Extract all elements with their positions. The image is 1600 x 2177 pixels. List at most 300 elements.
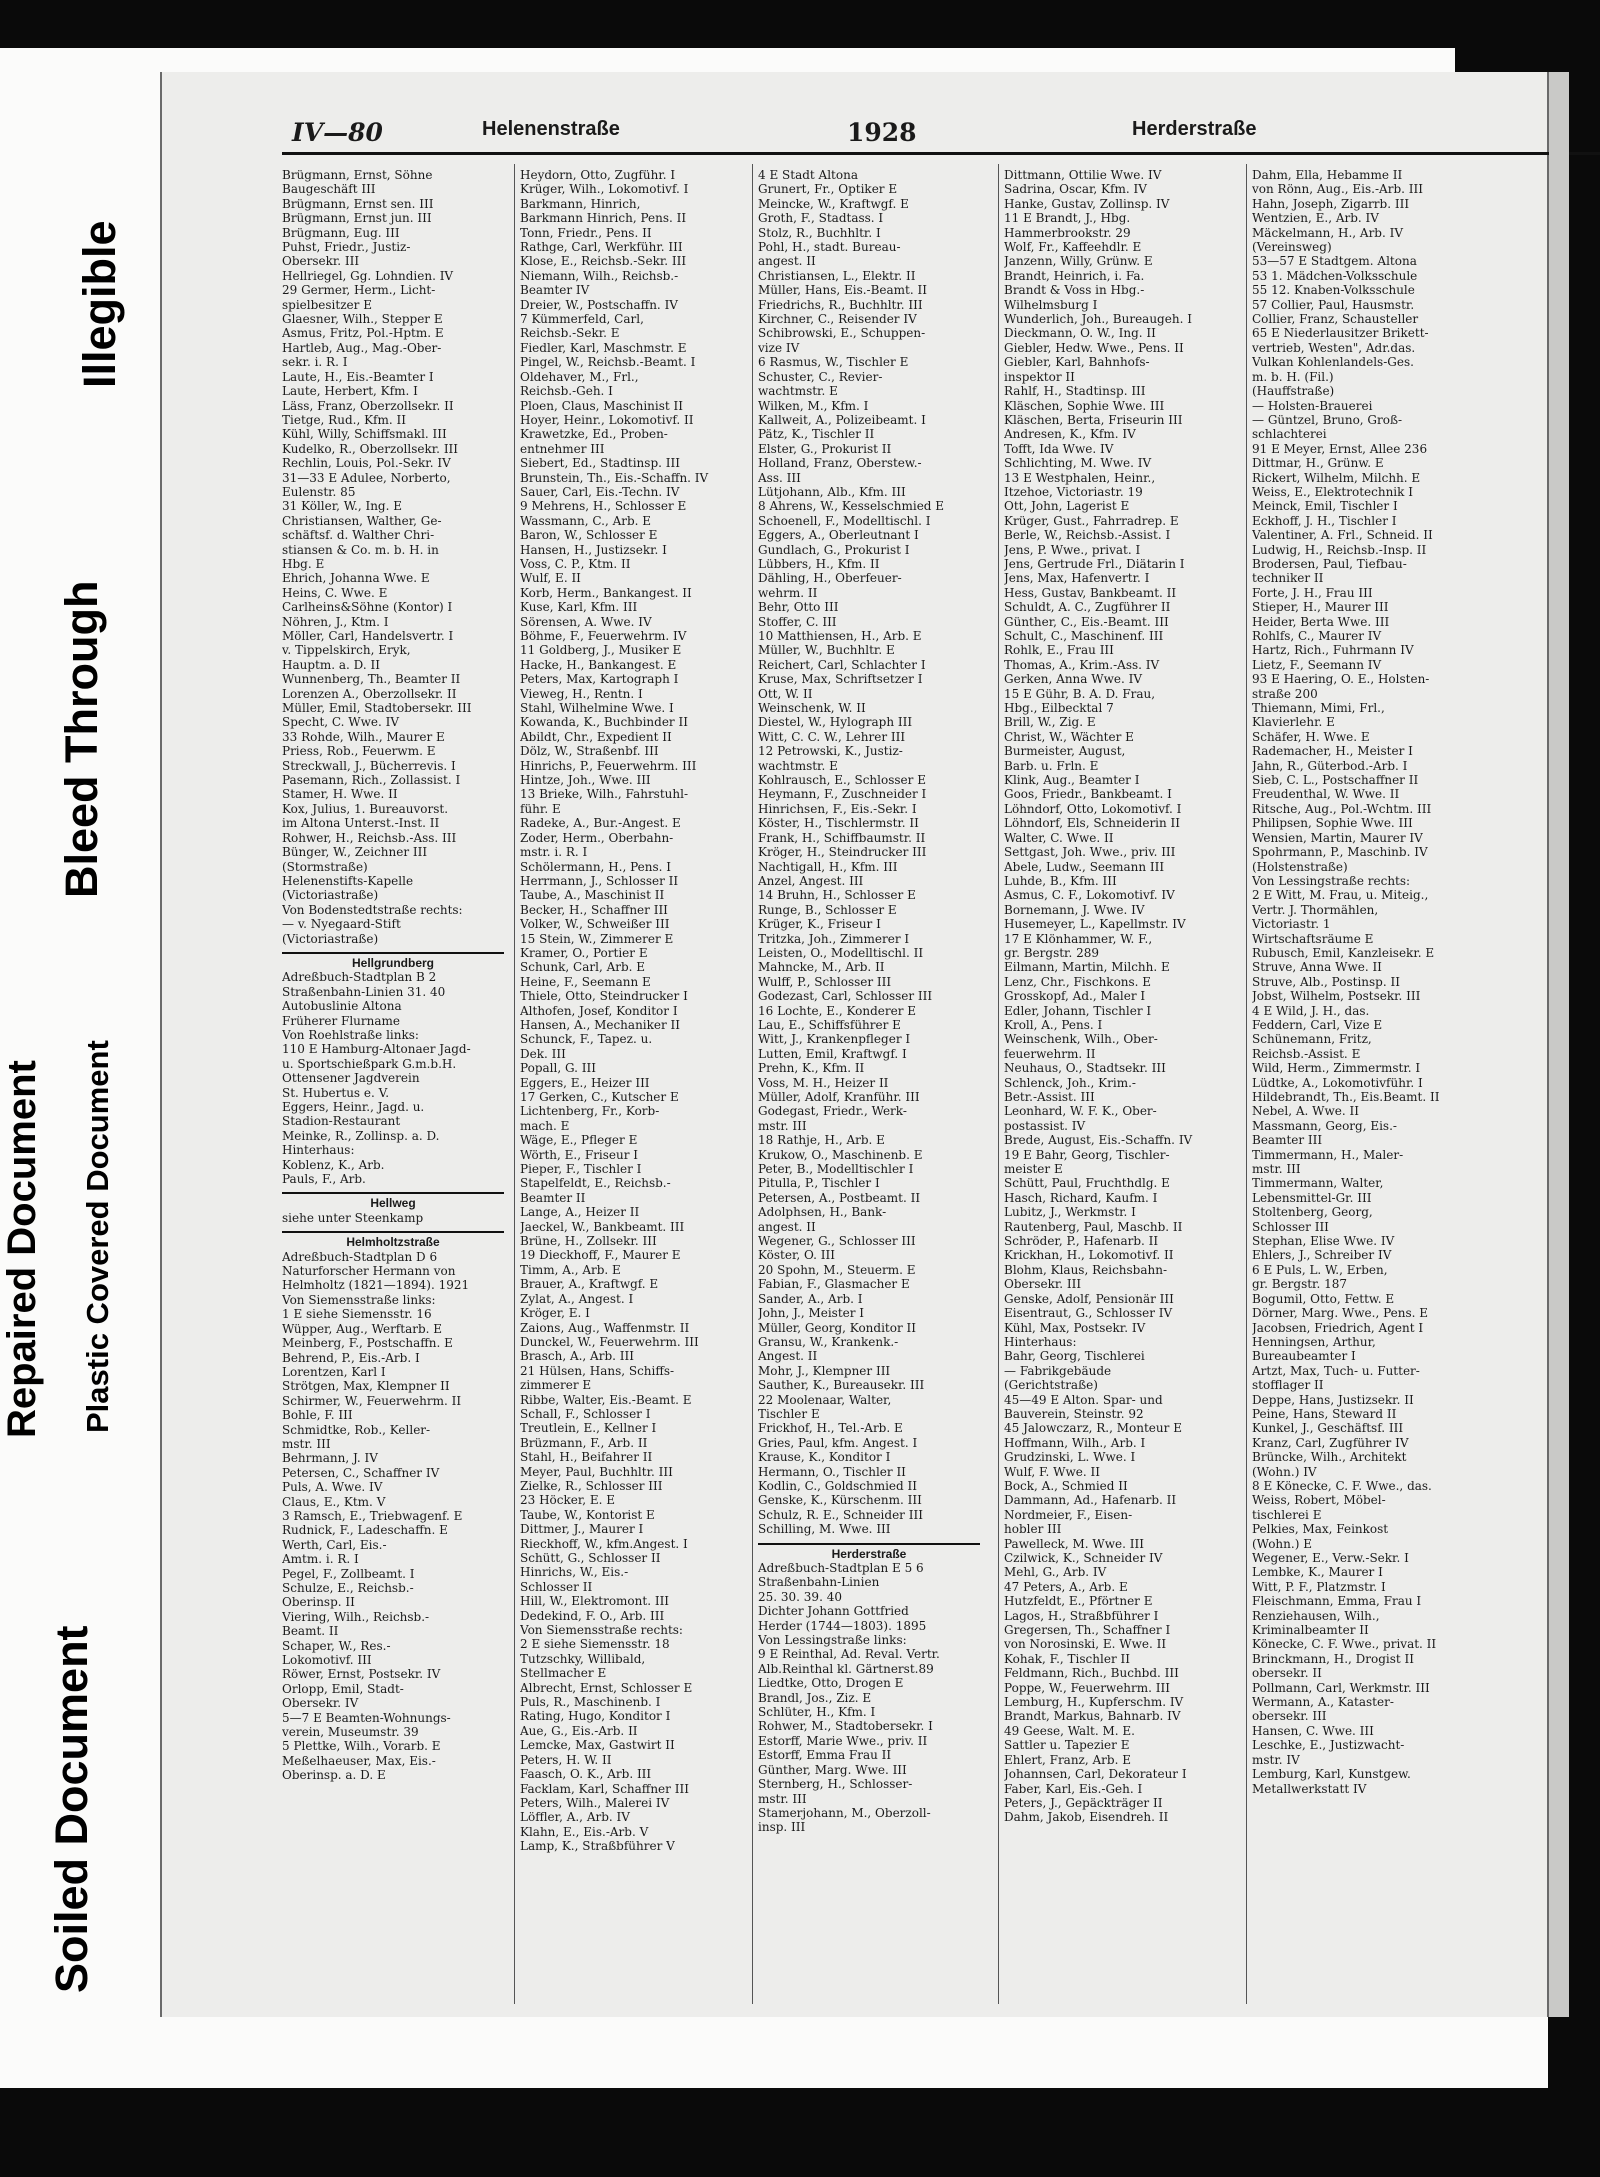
directory-entry: Gregersen, Th., Schaffner I bbox=[1004, 1623, 1171, 1638]
directory-entry: 93 E Haering, O. E., Holsten- bbox=[1252, 672, 1430, 687]
directory-entry: Thomas, A., Krim.-Ass. IV bbox=[1004, 657, 1160, 672]
directory-entry: Witt, J., Krankenpfleger I bbox=[758, 1032, 911, 1047]
directory-entry: Frickhof, H., Tel.-Arb. E bbox=[758, 1421, 903, 1436]
directory-entry: Müller, Adolf, Kranführ. III bbox=[758, 1090, 920, 1104]
directory-entry: Eisentraut, G., Schlosser IV bbox=[1004, 1306, 1173, 1321]
directory-entry: Pitulla, P., Tischler I bbox=[758, 1176, 880, 1191]
directory-entry: Behrmann, J. IV bbox=[282, 1451, 378, 1466]
directory-entry: Ribbe, Walter, Eis.-Beamt. E bbox=[520, 1392, 692, 1407]
directory-entry: Feldmann, Rich., Buchbd. III bbox=[1004, 1666, 1179, 1681]
directory-entry: Stolz, R., Buchhltr. I bbox=[758, 225, 881, 240]
directory-entry: Adreßbuch-Stadtplan E 5 6 bbox=[758, 1561, 924, 1575]
directory-entry: Müller, Hans, Eis.-Beamt. II bbox=[758, 283, 927, 298]
directory-entry: Krüger, K., Friseur I bbox=[758, 917, 881, 932]
directory-entry: Dahm, Ella, Hebamme II bbox=[1252, 168, 1403, 182]
directory-entry: Laute, H., Eis.-Beamter I bbox=[282, 369, 434, 384]
directory-entry: Stieper, H., Maurer III bbox=[1252, 600, 1389, 615]
directory-entry: 29 Germer, Herm., Licht- bbox=[282, 283, 436, 298]
directory-entry: Treutlein, E., Kellner I bbox=[520, 1421, 657, 1436]
directory-entry: Peters, Wilh., Malerei IV bbox=[520, 1795, 670, 1810]
directory-entry: Hartz, Rich., Fuhrmann IV bbox=[1252, 643, 1414, 658]
directory-entry: zimmerer E bbox=[520, 1378, 592, 1393]
directory-entry: Ehlert, Franz, Arb. E bbox=[1004, 1752, 1131, 1767]
directory-entry: (Vereinsweg) bbox=[1252, 240, 1332, 255]
directory-column-1 bbox=[282, 168, 504, 1783]
directory-entry: 2 E siehe Siemensstr. 18 bbox=[520, 1637, 670, 1652]
directory-entry: Barkmann, Hinrich, bbox=[520, 196, 641, 211]
directory-entry: 31 Köller, W., Ing. E bbox=[282, 499, 402, 514]
directory-entry: (Holstenstraße) bbox=[1252, 859, 1348, 874]
directory-entry: Abildt, Chr., Expedient II bbox=[520, 729, 672, 744]
directory-entry: Röwer, Ernst, Postsekr. IV bbox=[282, 1667, 441, 1682]
directory-entry: Tietge, Rud., Kfm. II bbox=[282, 412, 406, 427]
directory-entry: mstr. III bbox=[282, 1436, 331, 1451]
directory-entry: stiansen & Co. m. b. H. in bbox=[282, 542, 439, 557]
directory-entry: Lagos, H., Straßbführer I bbox=[1004, 1608, 1159, 1623]
directory-entry: Wermann, A., Kataster- bbox=[1252, 1695, 1394, 1710]
directory-entry: Brodersen, Paul, Tiefbau- bbox=[1252, 556, 1407, 571]
directory-entry: Müller, Georg, Konditor II bbox=[758, 1320, 916, 1335]
directory-entry: Krüger, Gust., Fahrradrep. E bbox=[1004, 513, 1179, 528]
directory-entry: 5—7 E Beamten-Wohnungs- bbox=[282, 1710, 451, 1725]
directory-entry: Adreßbuch-Stadtplan D 6 bbox=[282, 1249, 438, 1264]
left-street-heading: Helenenstraße bbox=[482, 118, 620, 140]
directory-entry: Prehn, K., Kfm. II bbox=[758, 1061, 865, 1076]
directory-entry: mstr. IV bbox=[1252, 1752, 1300, 1767]
directory-entry: Vulkan Kohlenlandels-Ges. bbox=[1252, 355, 1414, 370]
directory-entry: Giebler, Hedw. Wwe., Pens. II bbox=[1004, 340, 1184, 355]
directory-entry: Schulze, E., Reichsb.- bbox=[282, 1581, 414, 1595]
directory-entry: Schütt, G., Schlosser II bbox=[520, 1551, 661, 1565]
directory-entry: Hellgrundberg bbox=[282, 952, 504, 970]
directory-entry: Brandl, Jos., Ziz. E bbox=[758, 1690, 872, 1705]
directory-entry: Rademacher, H., Meister I bbox=[1252, 744, 1413, 759]
directory-entry: insp. III bbox=[758, 1820, 806, 1835]
directory-entry: spielbesitzer E bbox=[282, 297, 372, 312]
directory-entry: Kallweit, A., Polizeibeamt. I bbox=[758, 412, 926, 427]
directory-entry: Reichsb.-Geh. I bbox=[520, 384, 613, 399]
directory-entry: 3 Ramsch, E., Triebwagenf. E bbox=[282, 1508, 463, 1523]
directory-entry: Collier, Franz, Schausteller bbox=[1252, 312, 1419, 327]
directory-entry: Nöhren, J., Ktm. I bbox=[282, 614, 389, 629]
directory-entry: (Gerichtstraße) bbox=[1004, 1378, 1098, 1393]
directory-entry: 13 E Westphalen, Heinr., bbox=[1004, 470, 1156, 485]
directory-entry: Lüdtke, A., Lokomotivführ. I bbox=[1252, 1075, 1423, 1090]
directory-entry: Lau, E., Schiffsführer E bbox=[758, 1017, 901, 1032]
directory-entry: Godegast, Friedr., Werk- bbox=[758, 1104, 907, 1119]
directory-entry: Lütjohann, Alb., Kfm. III bbox=[758, 484, 906, 499]
directory-entry: angest. II bbox=[758, 254, 816, 269]
directory-entry: Peter, B., Modelltischler I bbox=[758, 1162, 914, 1177]
directory-entry: Hbg. E bbox=[282, 556, 325, 571]
directory-entry: 22 Moolenaar, Walter, bbox=[758, 1392, 892, 1407]
directory-entry: Hildebrandt, Th., Eis.Beamt. II bbox=[1252, 1090, 1440, 1104]
directory-entry: gr. Bergstr. 289 bbox=[1004, 945, 1099, 960]
directory-entry: Heider, Berta Wwe. III bbox=[1252, 614, 1390, 629]
directory-entry: Faber, Karl, Eis.-Geh. I bbox=[1004, 1781, 1143, 1796]
directory-entry: Peine, Hans, Steward II bbox=[1252, 1406, 1397, 1421]
directory-entry: Wolf, Fr., Kaffeehdlr. E bbox=[1004, 240, 1142, 255]
directory-entry: Brüzmann, F., Arb. II bbox=[520, 1435, 648, 1450]
directory-entry: Bureaubeamter I bbox=[1252, 1349, 1356, 1364]
directory-entry: 15 Stein, W., Zimmerer E bbox=[520, 931, 674, 946]
directory-entry: Kunkel, J., Geschäftsf. III bbox=[1252, 1421, 1404, 1436]
directory-entry: Klose, E., Reichsb.-Sekr. III bbox=[520, 254, 687, 269]
directory-entry: Löhndorf, Otto, Lokomotivf. I bbox=[1004, 801, 1182, 816]
directory-entry: postassist. IV bbox=[1004, 1118, 1086, 1133]
directory-entry: Pohl, H., stadt. Bureau- bbox=[758, 240, 901, 255]
directory-entry: (Wohn.) IV bbox=[1252, 1464, 1317, 1479]
directory-entry: Lembke, K., Maurer I bbox=[1252, 1565, 1383, 1580]
directory-entry: Philipsen, Sophie Wwe. III bbox=[1252, 816, 1413, 831]
directory-entry: mach. E bbox=[520, 1118, 570, 1133]
directory-entry: Peters, Max, Kartograph I bbox=[520, 672, 679, 687]
directory-entry: Strötgen, Max, Klempner II bbox=[282, 1379, 450, 1394]
directory-entry: Spohrmann, P., Maschinb. IV bbox=[1252, 845, 1428, 860]
directory-entry: Kriminalbeamter II bbox=[1252, 1623, 1369, 1638]
directory-entry: Kruse, Max, Schriftsetzer I bbox=[758, 672, 923, 687]
directory-entry: Bünger, W., Zeichner III bbox=[282, 845, 428, 860]
directory-entry: gr. Bergstr. 187 bbox=[1252, 1277, 1347, 1292]
directory-entry: Sauther, K., Bureausekr. III bbox=[758, 1378, 925, 1393]
directory-entry: 53 1. Mädchen-Volksschule bbox=[1252, 268, 1418, 283]
directory-entry: Diestel, W., Hylograph III bbox=[758, 715, 913, 730]
directory-entry: Deppe, Hans, Justizsekr. II bbox=[1252, 1392, 1414, 1407]
directory-entry: Dedekind, F. O., Arb. III bbox=[520, 1608, 665, 1623]
directory-entry: Wegener, E., Verw.-Sekr. I bbox=[1252, 1551, 1409, 1565]
directory-entry: hobler III bbox=[1004, 1522, 1062, 1537]
directory-entry: Asmus, C. F., Lokomotivf. IV bbox=[1004, 888, 1175, 903]
directory-entry: Brüncke, Wilh., Architekt bbox=[1252, 1450, 1407, 1465]
directory-entry: Dähling, H., Oberfeuer- bbox=[758, 571, 902, 586]
directory-entry: mstr. III bbox=[758, 1791, 807, 1806]
directory-entry: 19 E Bahr, Georg, Tischler- bbox=[1004, 1147, 1170, 1162]
directory-entry: Jacobsen, Friedrich, Agent I bbox=[1252, 1320, 1424, 1335]
directory-entry: Dichter Johann Gottfried bbox=[758, 1604, 909, 1619]
directory-entry: Christ, W., Wächter E bbox=[1004, 729, 1134, 744]
directory-entry: Hintze, Joh., Wwe. III bbox=[520, 773, 651, 788]
directory-entry: Bohle, F. III bbox=[282, 1408, 353, 1423]
directory-entry: Ass. III bbox=[758, 470, 801, 485]
directory-entry: Ehrich, Johanna Wwe. E bbox=[282, 571, 430, 586]
directory-entry: Mohr, J., Klempner III bbox=[758, 1363, 891, 1378]
column-divider bbox=[514, 164, 515, 2004]
directory-entry: Victoriastr. 1 bbox=[1252, 917, 1331, 932]
directory-entry: 9 Mehrens, H., Schlosser E bbox=[520, 499, 687, 514]
directory-entry: obersekr. III bbox=[1252, 1709, 1327, 1724]
right-street-heading: Herderstraße bbox=[1132, 118, 1257, 140]
directory-entry: Stahl, H., Beifahrer II bbox=[520, 1450, 653, 1465]
directory-entry: Freudenthal, W. Wwe. II bbox=[1252, 787, 1400, 802]
directory-entry: Wüpper, Aug., Werftarb. E bbox=[282, 1321, 443, 1336]
directory-entry: Ottensener Jagdverein bbox=[282, 1071, 420, 1086]
directory-entry: Gerken, Anna Wwe. IV bbox=[1004, 672, 1142, 687]
directory-entry: Tischler E bbox=[758, 1406, 820, 1421]
directory-entry: Obersekr. III bbox=[1004, 1277, 1082, 1292]
directory-entry: Sattler u. Tapezier E bbox=[1004, 1738, 1130, 1753]
directory-entry: Kranz, Carl, Zugführer IV bbox=[1252, 1435, 1409, 1450]
directory-entry: Thiemann, Mimi, Frl., bbox=[1252, 701, 1385, 716]
directory-entry: Wulf, E. II bbox=[520, 571, 581, 586]
directory-entry: Beamter III bbox=[1252, 1133, 1323, 1148]
directory-entry: Brüne, H., Zollsekr. III bbox=[520, 1234, 657, 1249]
directory-entry: Anzel, Angest. III bbox=[758, 873, 864, 888]
directory-entry: Lietz, F., Seemann IV bbox=[1252, 657, 1382, 672]
directory-entry: 4 E Stadt Altona bbox=[758, 168, 858, 182]
directory-entry: Sieb, C. L., Postschaffner II bbox=[1252, 773, 1419, 788]
directory-entry: wachtmstr. E bbox=[758, 758, 838, 773]
directory-entry: (Hauffstraße) bbox=[1252, 384, 1335, 399]
directory-entry: Aue, G., Eis.-Arb. II bbox=[520, 1723, 638, 1738]
directory-entry: Krickhan, H., Lokomotivf. II bbox=[1004, 1248, 1174, 1263]
directory-entry: Beamter II bbox=[520, 1190, 586, 1205]
directory-entry: Hermann, O., Tischler II bbox=[758, 1464, 906, 1479]
directory-entry: Groth, F., Stadtass. I bbox=[758, 211, 884, 226]
directory-entry: Hinrichsen, F., Eis.-Sekr. I bbox=[758, 801, 917, 816]
directory-entry: Tritzka, Joh., Zimmerer I bbox=[758, 931, 910, 946]
directory-entry: Schmidtke, Rob., Keller- bbox=[282, 1422, 431, 1437]
directory-entry: Läss, Franz, Oberzollsekr. II bbox=[282, 398, 454, 413]
directory-entry: Fabian, F., Glasmacher E bbox=[758, 1277, 910, 1292]
directory-column-3 bbox=[758, 168, 980, 1835]
directory-entry: Bauverein, Steinstr. 92 bbox=[1004, 1406, 1144, 1421]
directory-entry: straße 200 bbox=[1252, 686, 1318, 701]
directory-entry: Stellmacher E bbox=[520, 1666, 607, 1681]
directory-entry: Bornemann, J. Wwe. IV bbox=[1004, 902, 1145, 917]
directory-entry: Zaions, Aug., Waffenmstr. II bbox=[520, 1320, 690, 1335]
directory-entry: Berle, W., Reichsb.-Assist. I bbox=[1004, 528, 1171, 543]
directory-entry: entnehmer III bbox=[520, 441, 605, 456]
directory-column-4 bbox=[1004, 168, 1226, 1825]
directory-entry: Estorff, Marie Wwe., priv. II bbox=[758, 1733, 928, 1748]
directory-entry: schäftsf. d. Walther Chri- bbox=[282, 528, 435, 543]
directory-entry: Poppe, W., Feuerwehrm. III bbox=[1004, 1680, 1170, 1695]
directory-entry: Schütt, Paul, Fruchthdlg. E bbox=[1004, 1176, 1170, 1191]
scan-border-bottom bbox=[0, 2088, 1600, 2177]
directory-entry: Christiansen, L., Elektr. II bbox=[758, 268, 916, 283]
directory-entry: Helmholtzstraße bbox=[282, 1231, 504, 1249]
directory-entry: 21 Hülsen, Hans, Schiffs- bbox=[520, 1363, 675, 1378]
directory-entry: 11 E Brandt, J., Hbg. bbox=[1004, 211, 1131, 226]
tag-plastic-covered-document: Plastic Covered Document bbox=[80, 1040, 115, 1433]
directory-entry: Meyer, Paul, Buchhltr. III bbox=[520, 1464, 673, 1479]
directory-entry: Thiele, Otto, Steindrucker I bbox=[520, 989, 688, 1004]
directory-entry: Brauer, A., Kraftwgf. E bbox=[520, 1277, 659, 1292]
directory-entry: Friedrichs, R., Buchhltr. III bbox=[758, 297, 923, 312]
directory-entry: Christiansen, Walther, Ge- bbox=[282, 513, 442, 528]
directory-entry: Helmholtz (1821—1894). 1921 bbox=[282, 1278, 470, 1293]
directory-entry: vize IV bbox=[758, 340, 800, 355]
directory-entry: Amtm. i. R. I bbox=[282, 1552, 359, 1567]
directory-entry: 6 E Puls, L. W., Erben, bbox=[1252, 1262, 1388, 1277]
directory-entry: Burmeister, August, bbox=[1004, 744, 1126, 759]
directory-entry: Struve, Anna Wwe. II bbox=[1252, 960, 1382, 975]
directory-entry: Schünemann, Fritz, bbox=[1252, 1032, 1372, 1047]
directory-entry: Rechlin, Louis, Pol.-Sekr. IV bbox=[282, 456, 451, 471]
directory-entry: Ott, W. II bbox=[758, 686, 813, 701]
directory-entry: Leisten, O., Modelltischl. II bbox=[758, 945, 924, 960]
directory-column-2 bbox=[520, 168, 742, 1854]
directory-entry: Taube, W., Kontorist E bbox=[520, 1507, 655, 1522]
directory-entry: Ludwig, H., Reichsb.-Insp. II bbox=[1252, 542, 1427, 557]
directory-entry: m. b. H. (Fil.) bbox=[1252, 369, 1334, 384]
directory-entry: von Rönn, Aug., Eis.-Arb. III bbox=[1252, 182, 1423, 197]
directory-entry: Massmann, Georg, Eis.- bbox=[1252, 1118, 1397, 1133]
directory-entry: (Stormstraße) bbox=[282, 859, 368, 874]
directory-entry: 45 Jalowczarz, R., Monteur E bbox=[1004, 1421, 1182, 1436]
directory-entry: siehe unter Steenkamp bbox=[282, 1210, 424, 1225]
directory-entry: Schlichting, M. Wwe. IV bbox=[1004, 456, 1152, 471]
directory-entry: Dreier, W., Postschaffn. IV bbox=[520, 297, 678, 312]
directory-entry: Dek. III bbox=[520, 1046, 566, 1061]
tag-soiled-document: Soiled Document bbox=[46, 1625, 97, 1993]
directory-column-5 bbox=[1252, 168, 1474, 1796]
directory-entry: Könecke, C. F. Wwe., privat. II bbox=[1252, 1637, 1437, 1652]
directory-entry: 110 E Hamburg-Altonaer Jagd- bbox=[282, 1042, 471, 1057]
directory-entry: Kudelko, R., Oberzollsekr. III bbox=[282, 441, 459, 456]
directory-entry: Kläschen, Berta, Friseurin III bbox=[1004, 412, 1183, 427]
directory-entry: 5 Plettke, Wilh., Vorarb. E bbox=[282, 1739, 441, 1754]
directory-entry: 17 E Klönhammer, W. F., bbox=[1004, 931, 1153, 946]
directory-entry: Meinberg, F., Postschaffn. E bbox=[282, 1336, 453, 1351]
directory-entry: Naturforscher Hermann von bbox=[282, 1264, 456, 1279]
directory-entry: St. Hubertus e. V. bbox=[282, 1085, 390, 1100]
directory-entry: Rathge, Carl, Werkführ. III bbox=[520, 240, 683, 255]
directory-entry: angest. II bbox=[758, 1219, 816, 1234]
directory-entry: Sternberg, H., Schlosser- bbox=[758, 1777, 913, 1792]
directory-entry: Dieckmann, O. W., Ing. II bbox=[1004, 326, 1156, 341]
directory-entry: Krukow, O., Maschinenb. E bbox=[758, 1147, 923, 1162]
directory-entry: mstr. III bbox=[1252, 1162, 1301, 1177]
directory-entry: Weiss, Robert, Möbel- bbox=[1252, 1493, 1386, 1508]
directory-entry: Kühl, Max, Postsekr. IV bbox=[1004, 1320, 1146, 1335]
directory-entry: Brandt & Voss in Hbg.- bbox=[1004, 283, 1145, 298]
directory-entry: Hansen, C. Wwe. III bbox=[1252, 1723, 1374, 1738]
directory-entry: wachtmstr. E bbox=[758, 384, 838, 399]
directory-entry: Hill, W., Elektromont. III bbox=[520, 1594, 670, 1609]
directory-entry: Frank, H., Schiffbaumstr. II bbox=[758, 830, 926, 845]
directory-entry: Jobst, Wilhelm, Postsekr. III bbox=[1252, 989, 1421, 1004]
directory-entry: Godezast, Carl, Schlosser III bbox=[758, 989, 933, 1004]
directory-entry: Schunk, Carl, Arb. E bbox=[520, 960, 646, 975]
directory-entry: Pingel, W., Reichsb.-Beamt. I bbox=[520, 355, 696, 370]
directory-entry: Kläschen, Sophie Wwe. III bbox=[1004, 398, 1165, 413]
directory-entry: Luhde, B., Kfm. III bbox=[1004, 873, 1117, 888]
directory-entry: 7 Kümmerfeld, Carl, bbox=[520, 312, 644, 327]
directory-entry: v. Tippelskirch, Eryk, bbox=[282, 643, 411, 658]
directory-entry: Metallwerkstatt IV bbox=[1252, 1781, 1367, 1796]
directory-entry: 47 Peters, A., Arb. E bbox=[1004, 1579, 1128, 1594]
directory-entry: Valentiner, A. Frl., Schneid. II bbox=[1252, 528, 1433, 543]
directory-entry: Schuster, C., Revier- bbox=[758, 369, 883, 384]
directory-entry: Schall, F., Schlosser I bbox=[520, 1406, 651, 1421]
directory-entry: Rating, Hugo, Konditor I bbox=[520, 1709, 671, 1724]
directory-entry: Schlosser II bbox=[520, 1579, 593, 1594]
directory-entry: Puls, R., Maschinenb. I bbox=[520, 1695, 661, 1710]
directory-entry: Grudzinski, L. Wwe. I bbox=[1004, 1450, 1136, 1465]
directory-entry: Günther, Marg. Wwe. III bbox=[758, 1762, 907, 1777]
directory-entry: Klavierlehr. E bbox=[1252, 715, 1335, 730]
directory-entry: Kohak, F., Tischler II bbox=[1004, 1651, 1130, 1666]
directory-entry: Pegel, F., Zollbeamt. I bbox=[282, 1566, 415, 1581]
column-divider bbox=[1246, 164, 1247, 2004]
directory-entry: Viering, Wilh., Reichsb.- bbox=[282, 1609, 430, 1624]
directory-entry: Fiedler, Karl, Maschmstr. E bbox=[520, 340, 687, 355]
directory-entry: Hauptm. a. D. II bbox=[282, 657, 380, 672]
directory-entry: Obersekr. IV bbox=[282, 1696, 359, 1711]
directory-entry: Rahlf, H., Stadtinsp. III bbox=[1004, 384, 1146, 399]
directory-entry: Schlenck, Joh., Krim.- bbox=[1004, 1075, 1136, 1090]
directory-entry: 15 E Gühr, B. A. D. Frau, bbox=[1004, 686, 1156, 701]
directory-entry: Itzehoe, Victoriastr. 19 bbox=[1004, 484, 1143, 499]
directory-entry: Timmermann, H., Maler- bbox=[1252, 1147, 1404, 1162]
directory-entry: Wirtschaftsräume E bbox=[1252, 931, 1374, 946]
directory-entry: Grunert, Fr., Optiker E bbox=[758, 182, 898, 197]
directory-entry: Eilmann, Martin, Milchh. E bbox=[1004, 960, 1170, 975]
directory-entry: Ritsche, Aug., Pol.-Wchtm. III bbox=[1252, 801, 1432, 816]
year-heading: 1928 bbox=[847, 118, 917, 147]
directory-entry: 2 E Witt, M. Frau, u. Miteig., bbox=[1252, 888, 1429, 903]
directory-entry: Mäckelmann, H., Arb. IV bbox=[1252, 225, 1404, 240]
directory-entry: Früherer Flurname bbox=[282, 1013, 401, 1028]
directory-entry: Ehlers, J., Schreiber IV bbox=[1252, 1248, 1392, 1263]
directory-entry: Hellriegel, Gg. Lohndien. IV bbox=[282, 268, 454, 283]
directory-entry: Weinschenk, W. II bbox=[758, 701, 866, 716]
directory-entry: Sauer, Carl, Eis.-Techn. IV bbox=[520, 484, 680, 499]
directory-entry: Dölz, W., Straßenbf. III bbox=[520, 744, 659, 759]
directory-entry: Asmus, Fritz, Pol.-Hptm. E bbox=[282, 326, 444, 341]
directory-entry: Rohwer, H., Reichsb.-Ass. III bbox=[282, 830, 457, 845]
directory-entry: Alb.Reinthal kl. Gärtnerst.89 bbox=[758, 1661, 934, 1676]
directory-entry: Kühl, Willy, Schiffsmakl. III bbox=[282, 427, 447, 442]
directory-entry: Witt, P. F., Platzmstr. I bbox=[1252, 1579, 1386, 1594]
directory-entry: Von Lessingstraße rechts: bbox=[1252, 873, 1411, 888]
directory-entry: 31—33 E Adulee, Norberto, bbox=[282, 470, 451, 485]
tag-illegible: Illegible bbox=[74, 220, 125, 388]
directory-entry: Gries, Paul, kfm. Angest. I bbox=[758, 1435, 918, 1450]
directory-entry: Wulff, P., Schlosser III bbox=[758, 974, 892, 989]
directory-entry: von Norosinski, E. Wwe. II bbox=[1004, 1637, 1167, 1652]
directory-entry: inspektor II bbox=[1004, 369, 1075, 384]
directory-entry: 45—49 E Alton. Spar- und bbox=[1004, 1392, 1163, 1407]
directory-entry: Straßenbahn-Linien bbox=[758, 1575, 880, 1590]
directory-entry: Petersen, A., Postbeamt. II bbox=[758, 1190, 921, 1205]
directory-entry: Meßelhaeuser, Max, Eis.- bbox=[282, 1753, 436, 1768]
directory-entry: 49 Geese, Walt. M. E. bbox=[1004, 1723, 1135, 1738]
directory-entry: 8 Ahrens, W., Kesselschmied E bbox=[758, 499, 945, 514]
directory-entry: Tonn, Friedr., Pens. II bbox=[520, 225, 652, 240]
directory-entry: Lamp, K., Straßbführer V bbox=[520, 1839, 675, 1854]
directory-entry: — v. Nyegaard-Stift bbox=[282, 917, 401, 932]
directory-entry: Leschke, E., Justizwacht- bbox=[1252, 1738, 1405, 1753]
directory-entry: Volker, W., Schweißer III bbox=[520, 917, 670, 932]
directory-entry: Feddern, Carl, Vize E bbox=[1252, 1017, 1383, 1032]
directory-entry: Giebler, Karl, Bahnhofs- bbox=[1004, 355, 1150, 370]
directory-entry: Hansen, H., Justizsekr. I bbox=[520, 542, 667, 557]
directory-entry: Hammerbrookstr. 29 bbox=[1004, 225, 1131, 240]
directory-entry: Liedtke, Otto, Drogen E bbox=[758, 1676, 904, 1691]
directory-entry: Brügmann, Eug. III bbox=[282, 225, 400, 240]
directory-entry: 53—57 E Stadtgem. Altona bbox=[1252, 254, 1417, 269]
directory-entry: Glaesner, Wilh., Stepper E bbox=[282, 312, 443, 327]
directory-entry: Oberinsp. a. D. E bbox=[282, 1768, 386, 1783]
directory-entry: Lorentzen, Karl I bbox=[282, 1364, 386, 1379]
directory-entry: Priess, Rob., Feuerwm. E bbox=[282, 744, 436, 759]
directory-entry: Pätz, K., Tischler II bbox=[758, 427, 875, 442]
directory-entry: Baugeschäft III bbox=[282, 182, 376, 197]
directory-entry: Brandt, Heinrich, i. Fa. bbox=[1004, 268, 1145, 283]
directory-entry: Artzt, Max, Tuch- u. Futter- bbox=[1252, 1363, 1420, 1378]
